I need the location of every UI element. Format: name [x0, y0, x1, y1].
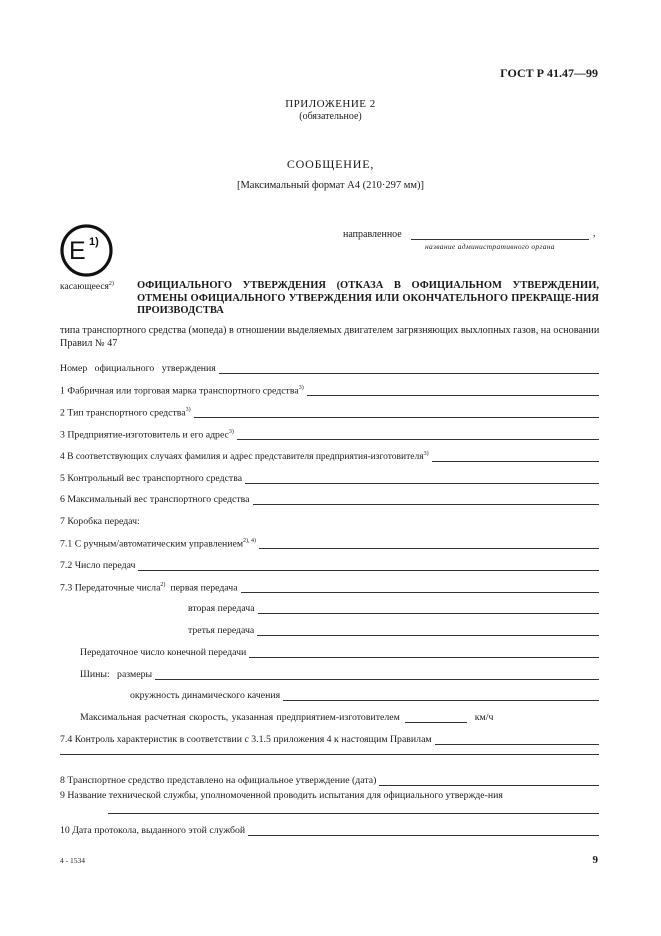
- field-10: 10 Дата протокола, выданного этой службой: [60, 823, 599, 836]
- sent-to-line: [411, 239, 589, 240]
- field-3: 3 Предприятие-изготовитель и его адрес$^{3)}$: [60, 427, 599, 440]
- field-7-3-second: вторая передача: [188, 601, 599, 614]
- sent-to-label: направленное: [343, 229, 402, 240]
- e-mark-letter: E: [69, 237, 86, 265]
- vehicle-type-paragraph: типа транспортного средства (мопеда) в отношении выделяемых двигателем загрязняющих выхлопных газов, на основании Правил № 47: [60, 325, 600, 349]
- concerning-label: касающееся$^{2)}$: [60, 281, 114, 293]
- print-code: 4 - 1534: [60, 856, 85, 865]
- page-number: 9: [592, 854, 598, 866]
- appendix-subtitle: (обязательное): [299, 111, 362, 122]
- format-note: [Максимальный формат А4 (210·297 мм)]: [236, 180, 425, 191]
- field-7-3: 7.3 Передаточные числа$^{2)}$ первая передача: [60, 580, 599, 593]
- sent-to-caption: название административного органа: [425, 242, 555, 251]
- e-mark-logo: [60, 224, 113, 277]
- appendix-title: ПРИЛОЖЕНИЕ 2: [285, 98, 376, 110]
- field-2: 2 Тип транспортного средства$^{3)}$: [60, 405, 599, 418]
- field-1: 1 Фабричная или торговая марка транспортного средства$^{3)}$: [60, 383, 599, 396]
- field-tyre-circumference: окружность динамического качения: [130, 688, 599, 701]
- e-mark-note: 1): [89, 236, 99, 248]
- field-7-2: 7.2 Число передач: [60, 558, 599, 571]
- field-6: 6 Максимальный вес транспортного средства: [60, 492, 599, 505]
- field-4: 4 В соответствующих случаях фамилия и адрес представителя предприятия-изготовителя$^{3)}$: [60, 449, 599, 462]
- field-max-speed: Максимальная расчетная скорость, указанная предприятием-изготовителем км/ч: [80, 712, 494, 723]
- field-5: 5 Контрольный вес транспортного средства: [60, 471, 599, 484]
- field-tyre-sizes: Шины: размеры: [80, 667, 599, 680]
- field-7: 7 Коробка передач:: [60, 516, 140, 527]
- field-7-4: 7.4 Контроль характеристик в соответствии с 3.1.5 приложения 4 к настоящим Правилам: [60, 732, 599, 745]
- field-7-3-third: третья передача: [188, 623, 599, 636]
- sent-to-comma: ,: [593, 228, 596, 239]
- field-final-drive: Передаточное число конечной передачи: [80, 645, 599, 658]
- standard-number: ГОСТ Р 41.47—99: [500, 66, 598, 80]
- field-7-4-continuation-line: [60, 754, 599, 755]
- field-9-line: [108, 813, 599, 814]
- field-8: 8 Транспортное средство представлено на официальное утверждение (дата): [60, 773, 599, 786]
- decision-heading: ОФИЦИАЛЬНОГО УТВЕРЖДЕНИЯ (ОТКАЗА В ОФИЦИАЛЬНОМ УТВЕРЖДЕНИИ, ОТМЕНЫ ОФИЦИАЛЬНОГО УТВЕРЖДЕНИЯ ИЛИ ОКОНЧАТЕЛЬНОГО ПРЕКРАЩЕ-НИЯ ПРОИЗВОДСТВА: [137, 280, 599, 316]
- field-9: 9 Название технической службы, уполномоченной проводить испытания для официального утвержде-ния: [60, 790, 503, 801]
- field-approval-number: Номер официального утверждения: [60, 361, 599, 374]
- field-7-1: 7.1 С ручным/автоматическим управлением$^{2), 4)}$: [60, 536, 599, 549]
- message-title: СООБЩЕНИЕ,: [286, 157, 375, 171]
